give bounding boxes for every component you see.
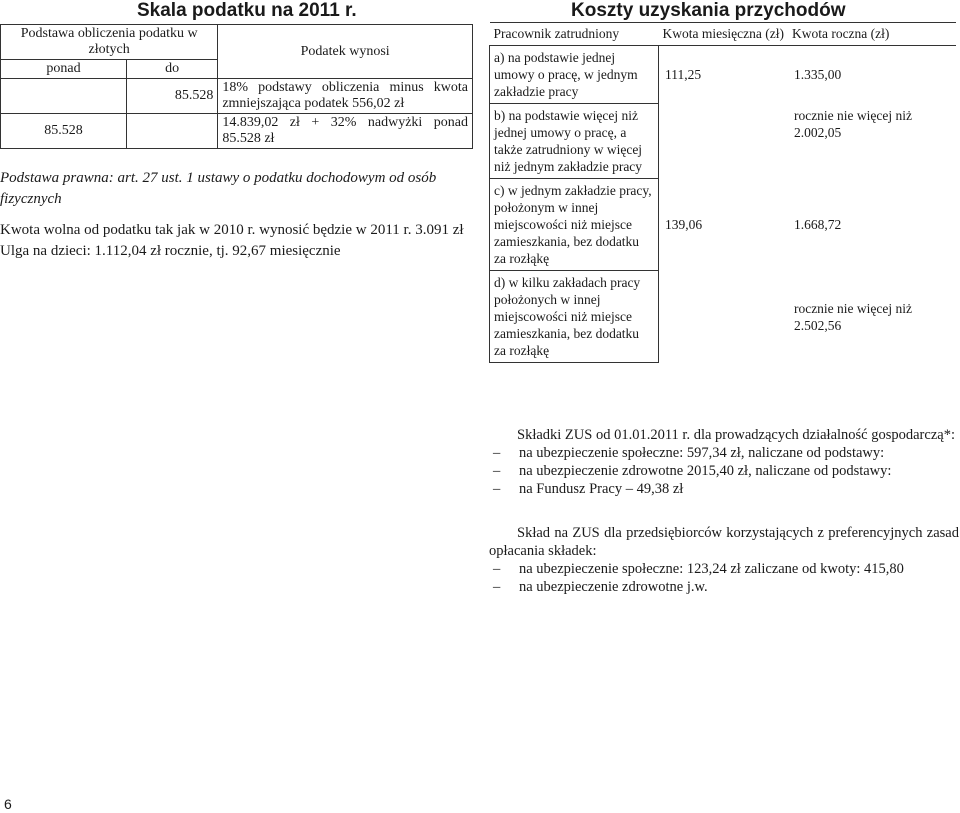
yearly-value: rocznie nie więcej niż 2.502,56 bbox=[793, 300, 913, 333]
zus-item-text: na ubezpieczenie społeczne: 597,34 zł, naliczane od podstawy: bbox=[519, 445, 885, 461]
list-item bbox=[489, 560, 959, 578]
table-row bbox=[490, 271, 957, 363]
to-cell: 85.528 bbox=[127, 79, 218, 114]
tax-cell: 14.839,02 zł + 32% nadwyżki ponad 85.528 zł bbox=[218, 114, 473, 149]
zus-item-text: na ubezpieczenie zdrowotne 2015,40 zł, naliczane od podstawy: bbox=[519, 463, 892, 479]
monthly-header: Kwota miesięczna (zł) bbox=[659, 23, 788, 46]
yearly-value: rocznie nie więcej niż 2.002,05 bbox=[793, 107, 913, 140]
list-item bbox=[489, 578, 959, 596]
from-header: ponad bbox=[1, 60, 127, 79]
employee-desc: c) w jednym zakładzie pracy, położonym w innej miejscowości niż miejsce zamieszkania, bez dodatku za rozłąkę bbox=[490, 179, 659, 271]
from-cell: 85.528 bbox=[1, 114, 127, 149]
to-header: do bbox=[127, 60, 218, 79]
monthly-value bbox=[659, 271, 788, 363]
free-amount: Kwota wolna od podatku tak jak w 2010 r. wynosić będzie w 2011 r. 3.091 zł bbox=[0, 222, 464, 238]
base-header: Podstawa obliczenia podatku w złotych bbox=[1, 25, 218, 60]
child-relief: Ulga na dzieci: 1.112,04 zł rocznie, tj. 92,67 miesięcznie bbox=[0, 243, 341, 259]
dash-bullet: – bbox=[493, 481, 501, 497]
zus-item-text: na Fundusz Pracy – 49,38 zł bbox=[519, 481, 684, 497]
zus-item-text: na ubezpieczenie społeczne: 123,24 zł zaliczane od kwoty: 415,80 bbox=[519, 561, 904, 577]
monthly-value: 111,25 bbox=[665, 67, 702, 83]
dash-bullet: – bbox=[493, 561, 501, 577]
table-row bbox=[490, 46, 957, 104]
costs-table bbox=[489, 22, 956, 363]
from-cell bbox=[1, 79, 127, 114]
page-number: 6 bbox=[4, 796, 12, 812]
tax-scale-title: Skala podatku na 2011 r. bbox=[137, 0, 357, 21]
list-item bbox=[489, 462, 959, 480]
employee-desc: a) na podstawie jednej umowy o pracę, w jednym zakładzie pracy bbox=[490, 46, 659, 104]
dash-bullet: – bbox=[493, 579, 501, 595]
monthly-value bbox=[659, 104, 788, 179]
zus-pref-intro: Skład na ZUS dla przedsiębiorców korzystających z preferencyjnych zasad opłacania składek: bbox=[489, 525, 959, 559]
yearly-header: Kwota roczna (zł) bbox=[788, 23, 956, 46]
tax-cell: 18% podstawy obliczenia minus kwota zmniejszająca podatek 556,02 zł bbox=[218, 79, 473, 114]
costs-title: Koszty uzyskania przychodów bbox=[571, 0, 846, 21]
zus-list bbox=[489, 444, 959, 498]
table-row bbox=[1, 114, 473, 149]
dash-bullet: – bbox=[493, 463, 501, 479]
legal-notes bbox=[0, 168, 472, 262]
tax-scale-table bbox=[0, 24, 473, 149]
zus-intro: Składki ZUS od 01.01.2011 r. dla prowadzących działalność gospodarczą*: bbox=[517, 427, 955, 443]
employee-header: Pracownik zatrudniony bbox=[490, 23, 659, 46]
table-row bbox=[490, 179, 957, 271]
employee-desc: b) na podstawie więcej niż jednej umowy o pracę, a także zatrudniony w więcej niż jednym zakładzie pracy bbox=[490, 104, 659, 179]
list-item bbox=[489, 444, 959, 462]
zus-item-text: na ubezpieczenie zdrowotne j.w. bbox=[519, 579, 708, 595]
legal-basis: Podstawa prawna: art. 27 ust. 1 ustawy o podatku dochodowym od osób fizycznych bbox=[0, 170, 437, 207]
monthly-value: 139,06 bbox=[665, 217, 703, 232]
table-row bbox=[1, 79, 473, 114]
table-row bbox=[490, 104, 957, 179]
list-item bbox=[489, 480, 959, 498]
employee-desc: d) w kilku zakładach pracy położonych w innej miejscowości niż miejsce zamieszkania, bez dodatku za rozłąkę bbox=[490, 271, 659, 363]
zus-section bbox=[489, 426, 959, 596]
tax-header: Podatek wynosi bbox=[218, 25, 473, 79]
yearly-value: 1.668,72 bbox=[793, 217, 842, 232]
zus-pref-list bbox=[489, 560, 959, 596]
yearly-value: 1.335,00 bbox=[793, 67, 842, 83]
dash-bullet: – bbox=[493, 445, 501, 461]
to-cell bbox=[127, 114, 218, 149]
